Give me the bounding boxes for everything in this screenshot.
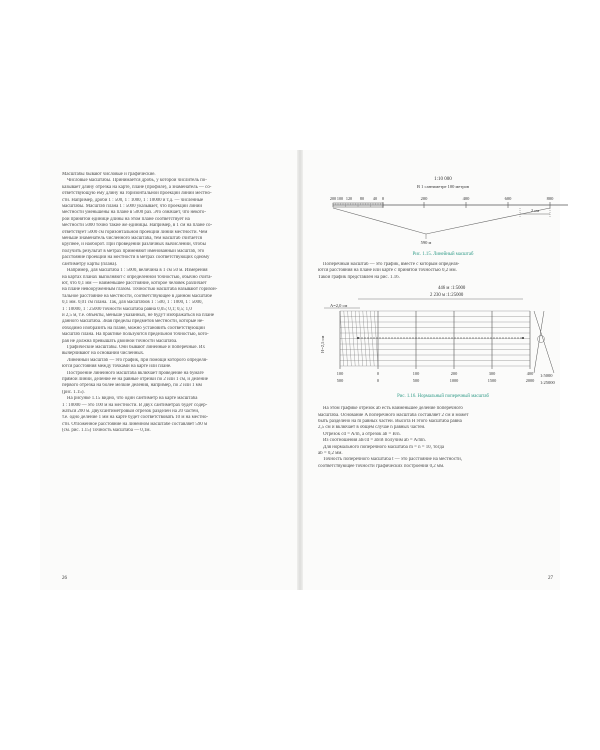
paragraph-transverse-scale <box>318 262 568 281</box>
fig16-point-a <box>357 337 359 339</box>
text-line: Числовые масштабы. Принимается дробь, у которой числитель по- <box>67 178 207 184</box>
text-line: На рисунке 1.15 видно, что один сантиметр на карте масштаба <box>67 396 198 402</box>
fig16-tick-label: 500 <box>336 378 344 384</box>
fig16-tick-label: 1500 <box>487 378 497 384</box>
fig16-tick-label: 400 <box>526 371 534 377</box>
text-line: Для нормального поперечного масштаба m = n = 10, тогда <box>323 444 445 450</box>
fig16-tick-label: 200 <box>450 371 458 377</box>
text-line: соответствующее точности графических построений 0,2 мм. <box>318 463 445 469</box>
left-page <box>62 172 285 435</box>
text-line: Из соотношения ab/cd = ab/B получим ab = A/mn. <box>323 438 426 444</box>
fig16-detail-circle <box>538 336 545 343</box>
text-line: ются расстояния между точками на карте или плане. <box>62 364 172 370</box>
text-line: рой принятой единице длины на этом плане соответствует на <box>62 216 190 222</box>
fig15-caption: Рис. 1.15. Линейный масштаб <box>412 252 474 257</box>
fig15-dim-label: 2 см <box>530 208 540 213</box>
fig16-tick-label: 100 <box>336 371 344 377</box>
text-line: т.е. одно деление 1 мм на карте будет соответствовать 10 м на местно- <box>62 415 209 421</box>
text-line: ют, что 0,1 мм — наименьшее расстояние, которое человек различает <box>62 280 207 286</box>
text-line: ответствует 5000 см горизонтальной проекции линии местности. Чем <box>62 229 208 235</box>
fig15-title: 1:10 000 <box>434 177 452 182</box>
text-line: тальное расстояние на местности, соответствующее в данном масштабе <box>62 293 213 299</box>
fig15-distance-label: 590 м <box>420 240 432 245</box>
text-line: меньше знаменатель численного масштаба, тем масштаб считается <box>62 236 203 242</box>
fig16-a-label: A=2,0 см <box>330 303 348 309</box>
fig15-distance-bracket <box>333 208 550 234</box>
text-line: Отрезок cd = A/m, а отрезок ab = B/n. <box>323 431 401 437</box>
fig16-tick-label: 100 <box>412 371 420 377</box>
fig15-tick-label: 200 <box>329 196 337 201</box>
text-line: первого отрезка на более мелкие деления, например, по 2 или 1 мм <box>62 383 202 389</box>
fig16-h-label: H=2,5 см <box>320 335 325 354</box>
fig16-tick-label: 1000 <box>449 378 459 384</box>
fig15-tick-label: 800 <box>546 196 554 201</box>
text-line: 1 : 10000 — это 100 м на местности. В двух сантиметрах будет содер- <box>62 402 208 408</box>
text-line: крупнее, и наоборот. При проведении различных вычислений, чтобы <box>62 242 206 248</box>
figure-1-15-linear-scale <box>318 172 568 257</box>
text-line: Например, для масштаба 1 : 5000, величина в 1 см 50 м. Измерения <box>67 268 208 274</box>
fig16-tick-label: 2000 <box>525 378 535 384</box>
fig16-tick-label: 0 <box>376 378 380 384</box>
text-line: быть разделено на m равных частей. Высота H этого масштаба равна <box>318 419 462 425</box>
fig15-tick-label: 200 <box>420 196 428 201</box>
right-page <box>318 172 568 470</box>
fig16-grid <box>340 311 530 369</box>
text-line: масштабы. Масштаб плана 1 : 5000 указывает, что проекции линий <box>62 204 203 210</box>
text-line: на плане невооруженным глазом. Точностью масштаба называют горизон- <box>62 287 218 293</box>
fig15-tick-label: 80 <box>359 196 365 201</box>
text-line: местности 5000 точно такие же единицы. Например, в 1 см на плане со- <box>62 223 213 229</box>
fig16-tick-label: 500 <box>412 378 420 384</box>
fig15-tick-label: 400 <box>462 196 470 201</box>
text-line: ответствующую ему длину на горизонтальной проекции линии местно- <box>62 191 212 197</box>
text-line: Линейный масштаб — это график, при помощи которого определя- <box>67 357 208 363</box>
text-line: казывает длину отрезка на карте, плане (профиле), а знаменатель — со- <box>62 184 212 190</box>
text-line: вычерчивают на основании численных. <box>62 351 145 357</box>
text-line: Построение линейного масштаба включает проведение на бумаге <box>67 370 204 376</box>
text-line: местности уменьшены на плане в 5000 раз. Это означает, что некото- <box>62 210 206 216</box>
text-line: расстояние проекции на местности в метрах соответствующих одному <box>62 255 210 261</box>
fig15-tick-label: 40 <box>372 196 378 201</box>
fig16-label-1: 446 м :1:5000 <box>438 286 466 292</box>
left-page-number: 26 <box>62 576 67 581</box>
fig16-x-tick-labels <box>337 371 535 383</box>
text-line: ab = 0,2 мм. <box>318 451 343 457</box>
text-line: 2,5 см и включает в общем случае n равных частей. <box>318 425 426 431</box>
text-line: 1 : 10000, 1 : 25000 точности масштаба равна 0,05; 0,1; 0,5; 1,0 <box>62 306 192 312</box>
text-line: сти. Например, дроби 1 : 500, 1 : 1000, 1 : 10000 и т.д. — численные <box>62 197 204 203</box>
text-line: данного масштаба. Зная пределы предметов местности, которые не- <box>62 319 204 325</box>
figure-1-16-transverse-scale <box>318 281 568 401</box>
fig15-tick-label: 600 <box>504 196 512 201</box>
text-line: Графические масштабы. Они бывают линейные и поперечные. Их <box>67 344 206 350</box>
fig16-diagonal-1 <box>534 311 554 373</box>
text-line: (см. рис. 1.15) Точность масштаба — 0,1м. <box>62 428 151 434</box>
paragraph-transverse-explanation <box>318 406 568 470</box>
fig15-minor-ticks <box>333 203 383 207</box>
fig16-tick-label: 300 <box>488 371 496 377</box>
fig16-tick-label: 0 <box>376 371 380 377</box>
text-line: масштаб плана. На практике пользуются предельной точностью, кото- <box>62 332 209 338</box>
fig16-label-2: 2 230 м :1:25000 <box>430 293 464 299</box>
text-line: ются расстояния на плане или карте с принятой точностью 0,2 мм. <box>318 268 457 274</box>
text-line: Поперечный масштаб — это график, вместе с которым определя- <box>323 262 460 267</box>
text-line: жаться 200 м. Двухсантиметровый отрезок разделен на 20 частей, <box>62 409 200 415</box>
text-line: (рис. 1.15). <box>62 389 85 395</box>
text-line: Такой график представлен на рис. 1.16. <box>318 274 400 280</box>
text-line: Масштабы бывают числовые и графические. <box>62 172 156 177</box>
text-line: масштаба. Основание A поперечного масштаба составляет 2 см и может <box>318 412 469 418</box>
text-line: прямой линии, деление ее на равные отрезки по 2 или 1 см, и деление <box>62 377 208 382</box>
text-line: 0,1 мм. 0,01 см плана. Так, для масштабов 1 : 500, 1 : 1000, 1 : 5000, <box>62 300 203 306</box>
text-line: Точность поперечного масштаба t — это расстояние на местности, <box>323 457 463 463</box>
text-line: обходимо изобразить на плане, можно установить соответствующий <box>62 325 205 331</box>
text-line: получить результат в метрах применяют именованный масштаб, это <box>62 248 205 254</box>
fig15-tick-labels <box>330 196 554 208</box>
fig16-point-b <box>522 337 524 339</box>
fig16-scale-2: 1:25000 <box>540 380 555 386</box>
fig15-tick-label: 0 <box>381 196 385 201</box>
fig16-scale-1: 1:5000 <box>540 373 553 379</box>
fig15-tick-label: 120 <box>345 196 353 201</box>
text-line: на картах планах выполняют с определенной точностью, обычно счита- <box>62 274 213 280</box>
text-line: и 2,5 м, т.е. объекты, меньше указанных, не будут изображаться на плане <box>62 312 214 318</box>
book-fold <box>297 150 303 590</box>
fig15-subtitle: В 1 сантиметре 100 метров <box>417 184 469 189</box>
fig16-caption: Рис. 1.16. Нормальный поперечный масштаб <box>397 394 489 400</box>
text-line: На этом графике отрезок ab есть наименьшее деление поперечного <box>323 406 463 412</box>
text-line: сти. Отложенное расстояние на линейном масштабе составляет 590 м <box>62 421 208 427</box>
text-line: рая не должна превышать двойной точности масштаба. <box>62 338 178 344</box>
text-line: сантиметру карты (плана). <box>62 261 118 267</box>
fig15-tick-label: 100 <box>336 196 344 201</box>
right-page-number: 27 <box>548 576 553 581</box>
